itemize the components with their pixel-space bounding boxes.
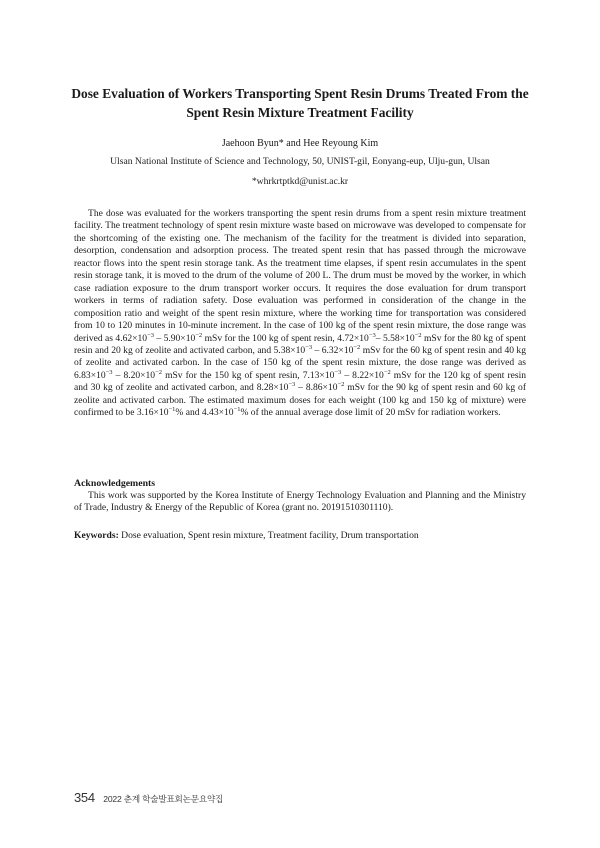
abstract-text: – 6.32×10 [312, 344, 354, 356]
title-line-2: Spent Resin Mixture Treatment Facility [186, 105, 414, 120]
page-footer [74, 789, 223, 807]
abstract-text: mSv for the 150 kg of spent resin, 7.13×10 [162, 369, 335, 381]
exponent: −1 [168, 406, 176, 414]
exponent: −3 [368, 331, 376, 339]
title-line-1: Dose Evaluation of Workers Transporting Spent Resin Drums Treated From the [71, 86, 529, 101]
exponent: −2 [414, 331, 422, 339]
keywords-label: Keywords: [74, 530, 119, 541]
exponent: −3 [305, 343, 313, 351]
abstract [74, 208, 526, 420]
abstract-text: – 8.20×10 [112, 369, 156, 381]
exponent: −3 [105, 368, 113, 376]
exponent: −2 [337, 381, 345, 389]
abstract-text: – 8.86×10 [295, 382, 338, 394]
abstract-text: – 5.58×10 [375, 332, 415, 344]
acknowledgements-heading: Acknowledgements [74, 478, 156, 489]
abstract-text: % and 4.43×10 [175, 407, 234, 419]
paper-title [60, 84, 540, 122]
abstract-text: mSv for the 120 kg of spent resin and 30 kg of zeolite and activated carbon, and 8.28×10 [74, 369, 527, 394]
abstract-text: mSv for the 100 kg of spent resin, 4.72×10 [202, 332, 369, 344]
keywords [74, 530, 526, 542]
abstract-text: – 8.22×10 [341, 369, 384, 381]
abstract-text: The dose was evaluated for the workers transporting the spent resin drums from a spent resin mixture treatment facility. The treatment technology of spent resin mixture waste based on microwave was developed to compensate for the shortcoming of the existing one. The mechanism of the facility for the treatment is divided into separation, desorption, condensation and adsorption process. The treated spent resin that has passed through the microwave reactor flows into the spent resin storage tank. As the treatment time elapses, if spent resin accumulates in the spent resin storage tank, it is moved to the drum of the volume of 200 L. The drum must be moved by the worker, in which case radiation exposure to the drum transport worker occurs. It requires the dose evaluation for drum transport workers in terms of radiation safety. Dose evaluation was performed in consideration of the change in the composition ratio and weight of the spent resin mixture, where the working time for transportation was considered from 10 to 120 minutes in 10-minute increment. In the case of 100 kg of the spent resin mixture, the dose range was derived as 4.62×10 [74, 208, 526, 344]
page-number: 354 [74, 790, 95, 805]
exponent: −2 [155, 368, 163, 376]
authors: Jaehoon Byun* and Hee Reyoung Kim [221, 138, 379, 149]
exponent: −3 [288, 381, 296, 389]
exponent: −2 [383, 368, 391, 376]
exponent: −3 [147, 331, 154, 339]
exponent: −3 [334, 368, 342, 376]
abstract-text: – 5.90×10 [153, 332, 196, 344]
exponent: −2 [353, 343, 361, 351]
abstract-text: mSv for the 90 kg of spent resin and 60 kg of zeolite and activated carbon. The estimated maximum doses for each weight (100 kg and 150 kg of mixture) were confirmed to be 3.16×10 [74, 382, 527, 419]
keywords-list: Dose evaluation, Spent resin mixture, Treatment facility, Drum transportation [121, 530, 419, 541]
abstract-text: % of the annual average dose limit of 20 mSv for radiation workers. [240, 407, 501, 419]
abstract-text: mSv for the 60 kg of spent resin and 40 kg of zeolite and activated carbon. In the case of 150 kg of the spent resin mixture, the dose range was derived as 6.83×10 [74, 344, 526, 381]
exponent: −1 [233, 406, 241, 414]
email: *whrkrtptkd@unist.ac.kr [251, 176, 349, 187]
affiliation: Ulsan National Institute of Science and Technology, 50, UNIST-gil, Eonyang-eup, Ulju-gun, Ulsan [110, 156, 490, 167]
exponent: −2 [195, 331, 203, 339]
abstract-text: mSv for the 80 kg of spent resin and 20 kg of zeolite and activated carbon, and 5.38×10 [74, 332, 526, 356]
conference-name: 2022 춘계 학술발표회논문요약집 [103, 794, 224, 804]
acknowledgements-text: This work was supported by the Korea Institute of Energy Technology Evaluation and Planning and the Ministry of Trade, Industry & Energy of the Republic of Korea (grant no. 20191510301110). [74, 490, 526, 514]
